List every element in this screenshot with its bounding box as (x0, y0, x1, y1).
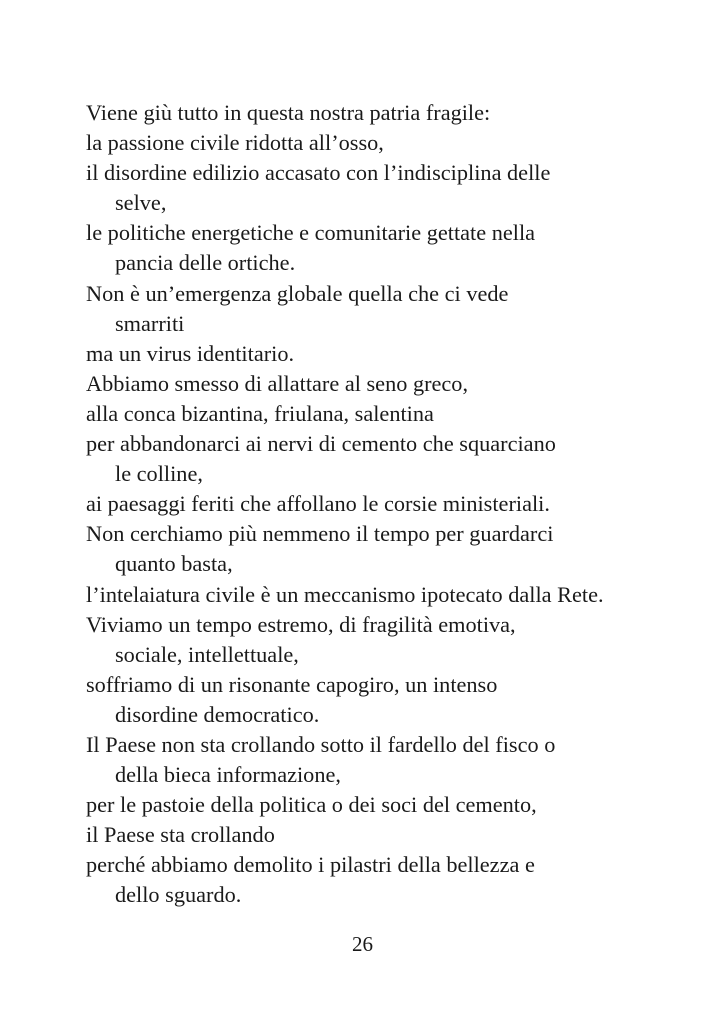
poem-line-continuation: pancia delle ortiche. (115, 250, 296, 276)
poem-line-continuation: della bieca informazione, (115, 762, 341, 788)
poem-line: ai paesaggi feriti che affollano le corsie ministeriali. (86, 491, 550, 517)
poem-line: Abbiamo smesso di allattare al seno greco, (86, 370, 469, 396)
page-number: 26 (352, 932, 373, 956)
poem-line: per le pastoie della politica o dei soci del cemento, (86, 792, 537, 818)
poem-line: Viviamo un tempo estremo, di fragilità emotiva, (86, 611, 516, 637)
poem-line: l’intelaiatura civile è un meccanismo ipotecato dalla Rete. (86, 581, 604, 607)
poem-text (86, 98, 666, 911)
poem-line: perché abbiamo demolito i pilastri della bellezza e (86, 852, 535, 878)
poem-line-continuation: disordine democratico. (115, 701, 320, 727)
poem-line: soffriamo di un risonante capogiro, un intenso (86, 671, 498, 697)
poem-line-continuation: sociale, intellettuale, (115, 641, 299, 667)
poem-line-continuation: quanto basta, (115, 551, 233, 577)
poem-line: ma un virus identitario. (86, 340, 295, 366)
poem-line: il disordine edilizio accasato con l’indisciplina delle (86, 160, 551, 186)
poem-line: la passione civile ridotta all’osso, (86, 130, 384, 156)
poem-line: per abbandonarci ai nervi di cemento che squarciano (86, 431, 556, 457)
poem-line: Il Paese non sta crollando sotto il fardello del fisco o (86, 731, 556, 757)
poem-line: Non cerchiamo più nemmeno il tempo per guardarci (86, 521, 554, 547)
poem-line-continuation: dello sguardo. (115, 882, 242, 908)
poem-line: le politiche energetiche e comunitarie gettate nella (86, 220, 536, 246)
poem-line: il Paese sta crollando (86, 822, 275, 848)
poem-line: Non è un’emergenza globale quella che ci vede (86, 280, 509, 306)
poem-line: Viene giù tutto in questa nostra patria fragile: (86, 100, 491, 125)
poem-line-continuation: selve, (115, 190, 167, 216)
poem-line-continuation: le colline, (115, 461, 203, 487)
poem-line: alla conca bizantina, friulana, salentina (86, 400, 434, 426)
poem-line-continuation: smarriti (115, 310, 185, 336)
